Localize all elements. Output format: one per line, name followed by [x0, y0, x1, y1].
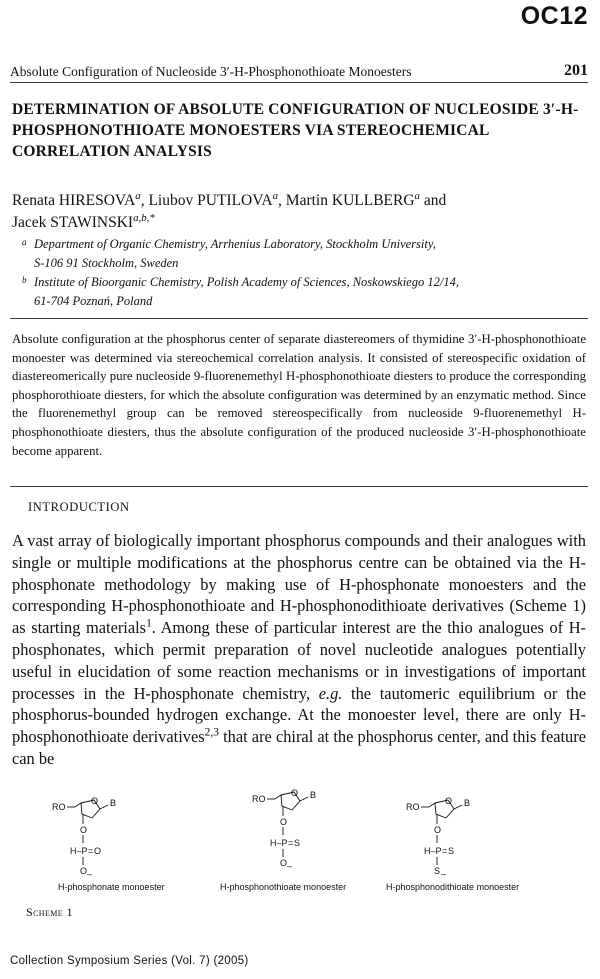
structure-caption: H-phosphonate monoester [58, 882, 165, 892]
author: Jacek $STAWINSKI^{a,b,*}$ [12, 211, 155, 231]
svg-text:=: = [442, 846, 448, 856]
abstract: Absolute configuration at the phosphorus center of separate diastereomers of thymidine 3′-H-phosphonothioate monoester was determined via stereochemical correlation analysis. It consisted of stereospecific oxidation of diastereomerically pure nucleoside 9-fluorenemethyl H-phosphonothioate diesters to produce the corresponding phosphorothioate diesters, for which the absolute configuration was determined by an enzymatic method. Since the fluorenemethyl group can be removed stereospecifically from nucleoside 9-fluorenemethyl H-phosphonothioate diesters, thus the absolute configuration of the produced nucleoside 3′-H-phosphonothioate become apparent. [12, 332, 586, 458]
citation: 1 [146, 617, 152, 630]
svg-text:–: – [441, 869, 447, 879]
citation: 2,3 [204, 726, 219, 739]
structure-h-phosphonate [52, 796, 165, 892]
svg-text:RO: RO [52, 802, 66, 812]
svg-text:O: O [434, 825, 442, 835]
svg-text:B: B [110, 798, 117, 808]
svg-text:O: O [80, 866, 88, 876]
structure-caption: H-phosphonothioate monoester [220, 882, 347, 892]
affiliation-b: b Institute of Bioorganic Chemistry, Polish Academy of Sciences, Noskowskiego 12/14, 61-704 Poznań, Poland [22, 275, 459, 308]
svg-text:O: O [445, 796, 453, 806]
svg-text:=: = [288, 838, 294, 848]
svg-text:S: S [294, 838, 301, 848]
affiliation-a: a Department of Organic Chemistry, Arrhenius Laboratory, Stockholm University, S-106 91 Stockholm, Sweden [22, 237, 436, 270]
svg-text:=: = [88, 846, 94, 856]
section-heading: INTRODUCTION [28, 500, 130, 514]
svg-text:B: B [310, 790, 317, 800]
scheme-1 [50, 788, 570, 896]
author: Liubov PUTILOVA$^a$, [148, 189, 286, 209]
intro-paragraph: A vast array of biologically important phosphorus compounds and their analogues with single or multiple modifications at the phosphorus centre can be obtained via the H-phosphonate methodology by making use of H-phosphonate monoesters and the corresponding H-phosphonothioate and H-phosphonodithioate derivatives (Scheme 1) as starting materials$^1$. Among these of particular interest are the thio analogues of H-phosphonates, which permit preparation of novel nucleotide analogues potentially useful in elucidation of some reaction mechanisms or in investigations of important processes in the H-phosphonate chemistry, e.g. the tautomeric equilibrium or the phosphorus-bounded hydrogen exchange. At the monoester level, there are only H-phosphonothioate derivatives$^{2,3}$ that are chiral at the phosphorus center, and this feature can be [12, 531, 586, 768]
svg-text:–: – [87, 869, 93, 879]
footer-series: Collection Symposium Series (Vol. 7) (2005) [10, 955, 249, 967]
structure-caption: H-phosphonodithioate monoester [386, 882, 520, 892]
scheme-structures [50, 788, 570, 896]
svg-text:O: O [91, 796, 99, 806]
page-number: 201 [564, 62, 588, 79]
section-code: OC12 [520, 2, 588, 30]
abstract-bottom-rule [10, 486, 588, 487]
article-title: DETERMINATION OF ABSOLUTE CONFIGURATION OF NUCLEOSIDE 3′-H-PHOSPHONOTHIOATE MONOESTERS VIA STEREOCHEMICAL CORRELATION ANALYSIS [12, 101, 579, 160]
author-list [12, 190, 584, 234]
svg-text:B: B [464, 798, 471, 808]
running-title: Absolute Configuration of Nucleoside 3′-H-Phosphonothioate Monoesters [10, 64, 412, 79]
running-header [10, 56, 588, 83]
abstract-top-rule [10, 318, 588, 319]
svg-text:RO: RO [406, 802, 420, 812]
svg-text:O: O [280, 817, 288, 827]
svg-text:O: O [280, 858, 288, 868]
svg-text:H–P: H–P [424, 846, 442, 856]
svg-text:O: O [291, 788, 299, 798]
svg-text:O: O [80, 825, 88, 835]
author: Renata HIRESOVA$^a$, [12, 189, 149, 209]
scheme-label: Scheme 1 [26, 905, 73, 919]
svg-text:O: O [94, 846, 102, 856]
affiliations [22, 235, 584, 311]
structure-h-phosphonodithioate [386, 796, 519, 892]
svg-text:H–P: H–P [270, 838, 288, 848]
svg-text:H–P: H–P [70, 846, 88, 856]
svg-text:S: S [434, 866, 441, 876]
author: Martin KULLBERG$^a$ and [285, 189, 447, 209]
svg-text:–: – [287, 861, 293, 871]
svg-text:S: S [448, 846, 455, 856]
structure-h-phosphonothioate [220, 788, 346, 892]
svg-text:RO: RO [252, 794, 266, 804]
